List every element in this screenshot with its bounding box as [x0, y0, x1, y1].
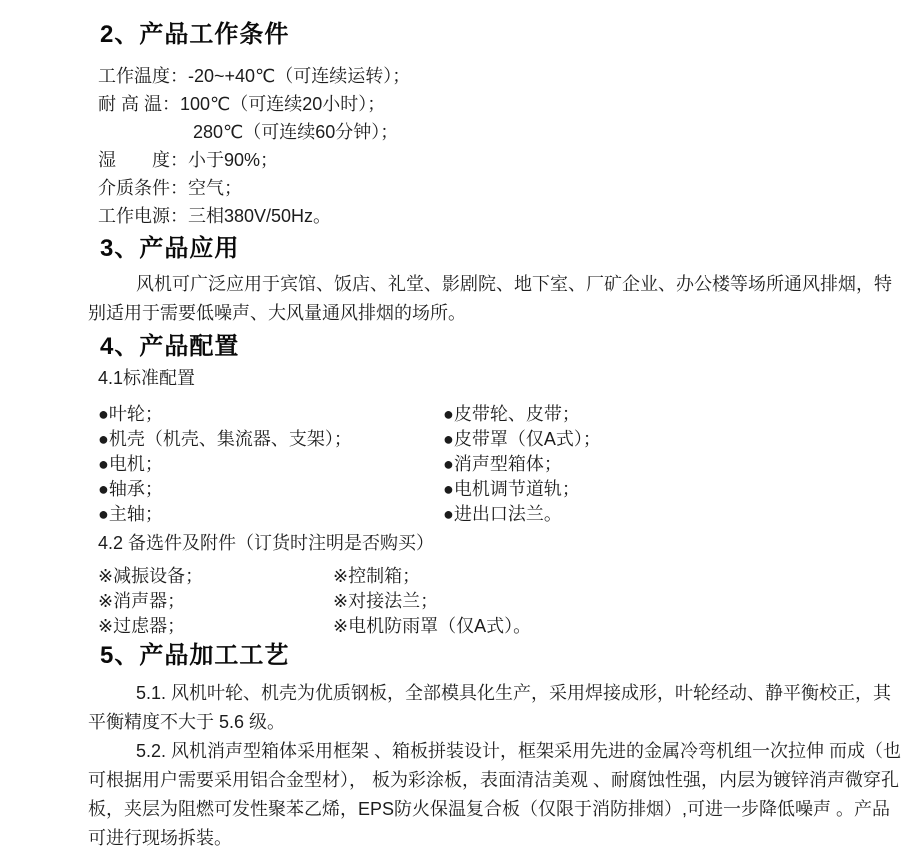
- standard-config-item: ●叶轮；: [98, 404, 163, 424]
- medium-condition-line: 介质条件：空气；: [98, 178, 242, 198]
- standard-config-item: ●消声型箱体；: [443, 454, 562, 474]
- standard-config-left-list: [88, 402, 433, 527]
- process-paragraph-5-2: 5.2. 风机消声型箱体采用框架 、箱板拼装设计，框架采用先进的金属冷弯机组一次拉伸 而成（也可根据用户需要采用铝合金型材）， 板为彩涂板，表面清洁美观 、耐腐蚀性强，内层为镀锌消声微穿孔板，夹层为阻燃可发性聚苯乙烯，EPS防火保温复合板（仅限于消防排烟）,可进一步降低噪声 。产品可进行现场拆装。: [88, 741, 902, 848]
- working-conditions-list: [88, 62, 905, 230]
- standard-config-title: 4.1标准配置: [98, 368, 196, 388]
- application-paragraph: 风机可广泛应用于宾馆、饭店、礼堂、影剧院、地下室、厂矿企业、办公楼等场所通风排烟，特别适用于需要低噪声、大风量通风排烟的场所。: [88, 274, 892, 323]
- heat-resistance-continuation-line: 280℃（可连续60分钟）；: [193, 122, 399, 142]
- section-2-heading: 2、产品工作条件: [100, 21, 290, 48]
- power-supply-line: 工作电源：三相380V/50Hz。: [98, 206, 332, 226]
- optional-config-item: ※电机防雨罩（仅A式）。: [333, 616, 532, 636]
- standard-config-item: ●机壳（机壳、集流器、支架）；: [98, 429, 352, 449]
- optional-config-item: ※过虑器；: [98, 616, 186, 636]
- optional-config-right-list: [323, 564, 531, 639]
- optional-config-item: ※对接法兰；: [333, 591, 439, 611]
- optional-config-item: ※消声器；: [98, 591, 186, 611]
- standard-config-item: ●进出口法兰。: [443, 504, 562, 524]
- standard-config-item: ●电机调节道轨；: [443, 479, 580, 499]
- section-5-heading: 5、产品加工工艺: [100, 642, 290, 669]
- section-4-heading: 4、产品配置: [100, 333, 240, 360]
- optional-config-left-list: [88, 564, 323, 639]
- optional-config-columns: [88, 564, 905, 639]
- standard-config-columns: [88, 402, 905, 527]
- process-paragraph-5-1: 5.1. 风机叶轮、机壳为优质钢板，全部模具化生产，采用焊接成形，叶轮经动、静平衡校正，其平衡精度不大于 5.6 级。: [88, 683, 892, 732]
- standard-config-item: ●轴承；: [98, 479, 163, 499]
- standard-config-item: ●电机；: [98, 454, 163, 474]
- standard-config-right-list: [433, 402, 601, 527]
- standard-config-item: ●主轴；: [98, 504, 163, 524]
- humidity-line: 湿 度：小于90%；: [98, 150, 279, 170]
- standard-config-item: ●皮带轮、皮带；: [443, 404, 580, 424]
- working-temperature-line: 工作温度：-20~+40℃（可连续运转）；: [98, 66, 411, 86]
- heat-resistance-line: 耐 高 温：100℃（可连续20小时）；: [98, 94, 386, 114]
- section-3-heading: 3、产品应用: [100, 235, 240, 262]
- optional-config-item: ※控制箱；: [333, 566, 421, 586]
- standard-config-item: ●皮带罩（仅A式）；: [443, 429, 601, 449]
- optional-config-title: 4.2 备选件及附件（订货时注明是否购买）: [98, 533, 435, 553]
- optional-config-item: ※减振设备；: [98, 566, 204, 586]
